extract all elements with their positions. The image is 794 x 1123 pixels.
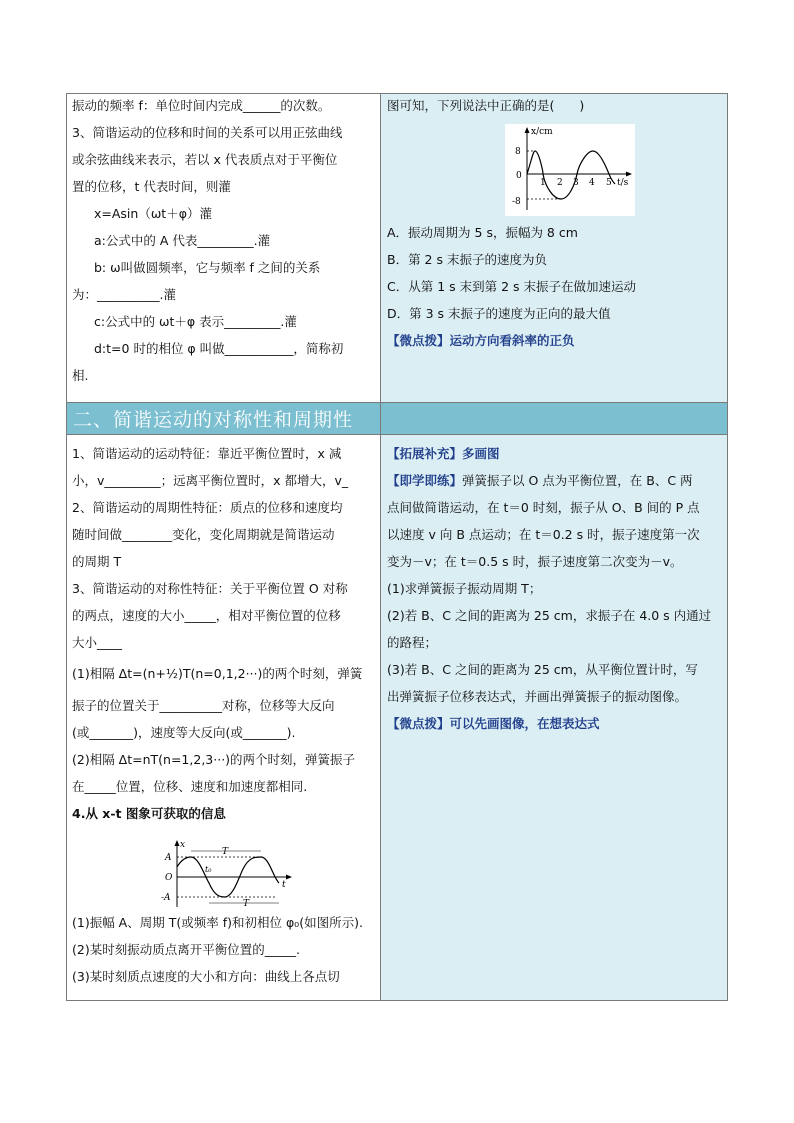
x-tick: 4	[589, 178, 595, 188]
displacement-time-graph	[505, 124, 635, 216]
tip-label: 【微点拨】	[387, 716, 450, 731]
tip-label: 【微点拨】	[387, 333, 450, 348]
t0-label: t₀	[205, 865, 212, 874]
text-line: 的路程；	[387, 635, 438, 650]
extension-text: 多画图	[462, 446, 500, 461]
tip-text: 可以先画图像，在想表达式	[449, 716, 600, 731]
text-line: 1、简谐运动的运动特征：靠近平衡位置时，x 减	[72, 446, 342, 461]
section-header	[67, 402, 727, 434]
text-line: 随时间做________变化，变化周期就是简谐运动	[72, 527, 335, 542]
text-line: (2)相隔 Δt=nT(n=1,2,3···)的两个时刻，弹簧振子	[72, 752, 356, 767]
text-line: (2)若 B、C 之间的距离为 25 cm，求振子在 4.0 s 内通过	[387, 608, 712, 623]
text-line: (2)某时刻振动质点离开平衡位置的_____.	[72, 942, 300, 957]
section1-left	[72, 92, 377, 389]
tip-text: 运动方向看斜率的正负	[449, 333, 575, 348]
y-tick: 0	[516, 171, 522, 181]
text-line: 置的位移，t 代表时间，则灌	[72, 179, 231, 194]
extension-line	[387, 440, 722, 467]
section2-left	[72, 440, 377, 827]
y-tick: -8	[512, 197, 521, 207]
text-line: 的周期 T	[72, 554, 122, 569]
text-line: 相.	[72, 368, 89, 383]
text-line: 2、简谐运动的周期性特征：质点的位移和速度均	[72, 500, 343, 515]
option-b: B．第 2 s 末振子的速度为负	[387, 252, 547, 267]
y-tick: 8	[515, 147, 521, 157]
content-table	[66, 93, 728, 1001]
text-line: b: ω叫做圆频率，它与频率 f 之间的关系	[94, 260, 321, 275]
text-line: c:公式中的 ωt＋φ 表示_________.灌	[94, 314, 297, 329]
question-intro: 图可知，下列说法中正确的是( )	[387, 98, 585, 113]
text-line: 在_____位置，位移、速度和加速度都相同.	[72, 779, 308, 794]
text-line: 振子的位置关于__________对称，位移等大反向	[72, 698, 335, 713]
amplitude-period-graph	[161, 839, 295, 911]
option-d: D．第 3 s 末振子的速度为正向的最大值	[387, 306, 611, 321]
text-line: x=Asin（ωt＋φ）灌	[94, 206, 212, 221]
text-line: (1)求弹簧振子振动周期 T；	[387, 581, 542, 596]
section-title: 二、简谐运动的对称性和周期性	[73, 409, 354, 431]
amp-label: A	[165, 853, 172, 863]
section2-right	[387, 440, 722, 737]
neg-amp-label: -A	[161, 893, 171, 903]
x-tick: 3	[573, 178, 579, 188]
text-line: 出弹簧振子位移表达式，并画出弹簧振子的振动图像。	[387, 689, 688, 704]
tip-line	[387, 327, 722, 354]
text-line: 或余弦曲线来表示，若以 x 代表质点对于平衡位	[72, 152, 338, 167]
x-tick: 1	[540, 178, 546, 188]
text-line: (或_______)，速度等大反向(或_______).	[72, 725, 296, 740]
period-label-bottom: T	[243, 899, 250, 909]
header-bottom-border	[67, 434, 727, 435]
text-line: 3、简谐运动的位移和时间的关系可以用正弦曲线	[72, 125, 343, 140]
option-a: A．振动周期为 5 s，振幅为 8 cm	[387, 225, 578, 240]
text-line: 变为－v；在 t＝0.5 s 时，振子速度第二次变为－v。	[387, 554, 683, 569]
practice-line	[387, 467, 722, 494]
tip-line	[387, 710, 722, 737]
text-line: 的两点，速度的大小_____，相对平衡位置的位移	[72, 608, 341, 623]
axis-t-label: t	[282, 880, 286, 890]
text-line: 3、简谐运动的对称性特征：关于平衡位置 O 对称	[72, 581, 348, 596]
text-line: a:公式中的 A 代表_________.灌	[94, 233, 271, 248]
text-line: (1)相隔 Δt=(n+½)T(n=0,1,2···)的两个时刻，弹簧	[72, 666, 363, 681]
x-axis-label: t/s	[617, 178, 629, 188]
section2-left-after	[72, 909, 377, 990]
column-divider	[380, 94, 381, 1000]
section1-options	[387, 219, 722, 354]
extension-label: 【拓展补充】	[387, 446, 463, 461]
y-axis-label: x/cm	[531, 127, 553, 137]
text-line: 振动的频率 f：单位时间内完成______的次数。	[72, 98, 331, 113]
option-c: C．从第 1 s 末到第 2 s 末振子在做加速运动	[387, 279, 636, 294]
text-line: 以速度 v 向 B 点运动；在 t＝0.2 s 时，振子速度第一次	[387, 527, 700, 542]
text-line: (1)振幅 A、周期 T(或频率 f)和初相位 φ₀(如图所示).	[72, 915, 363, 930]
x-tick: 2	[557, 178, 563, 188]
header-top-border	[67, 402, 727, 403]
text-line: 点间做简谐运动，在 t＝0 时刻，振子从 O、B 间的 P 点	[387, 500, 700, 515]
practice-label: 【即学即练】	[387, 473, 463, 488]
text-line: 大小____	[72, 635, 123, 650]
text-line: 4.从 x-t 图象可获取的信息	[72, 806, 226, 821]
text-line: d:t=0 时的相位 φ 叫做___________，简称初	[94, 341, 344, 356]
text-line: 为：__________.灌	[72, 287, 176, 302]
text-line: (3)若 B、C 之间的距离为 25 cm，从平衡位置计时，写	[387, 662, 698, 677]
x-tick: 5	[606, 178, 612, 188]
section1-right	[387, 92, 722, 119]
period-label-top: T	[222, 847, 229, 857]
axis-x-label: x	[180, 840, 186, 850]
text-line: 小，v_________；远离平衡位置时，x 都增大，v_	[72, 473, 349, 488]
practice-text: 弹簧振子以 O 点为平衡位置，在 B、C 两	[462, 473, 693, 488]
origin-label: O	[165, 873, 173, 883]
text-line: (3)某时刻质点速度的大小和方向：曲线上各点切	[72, 969, 340, 984]
